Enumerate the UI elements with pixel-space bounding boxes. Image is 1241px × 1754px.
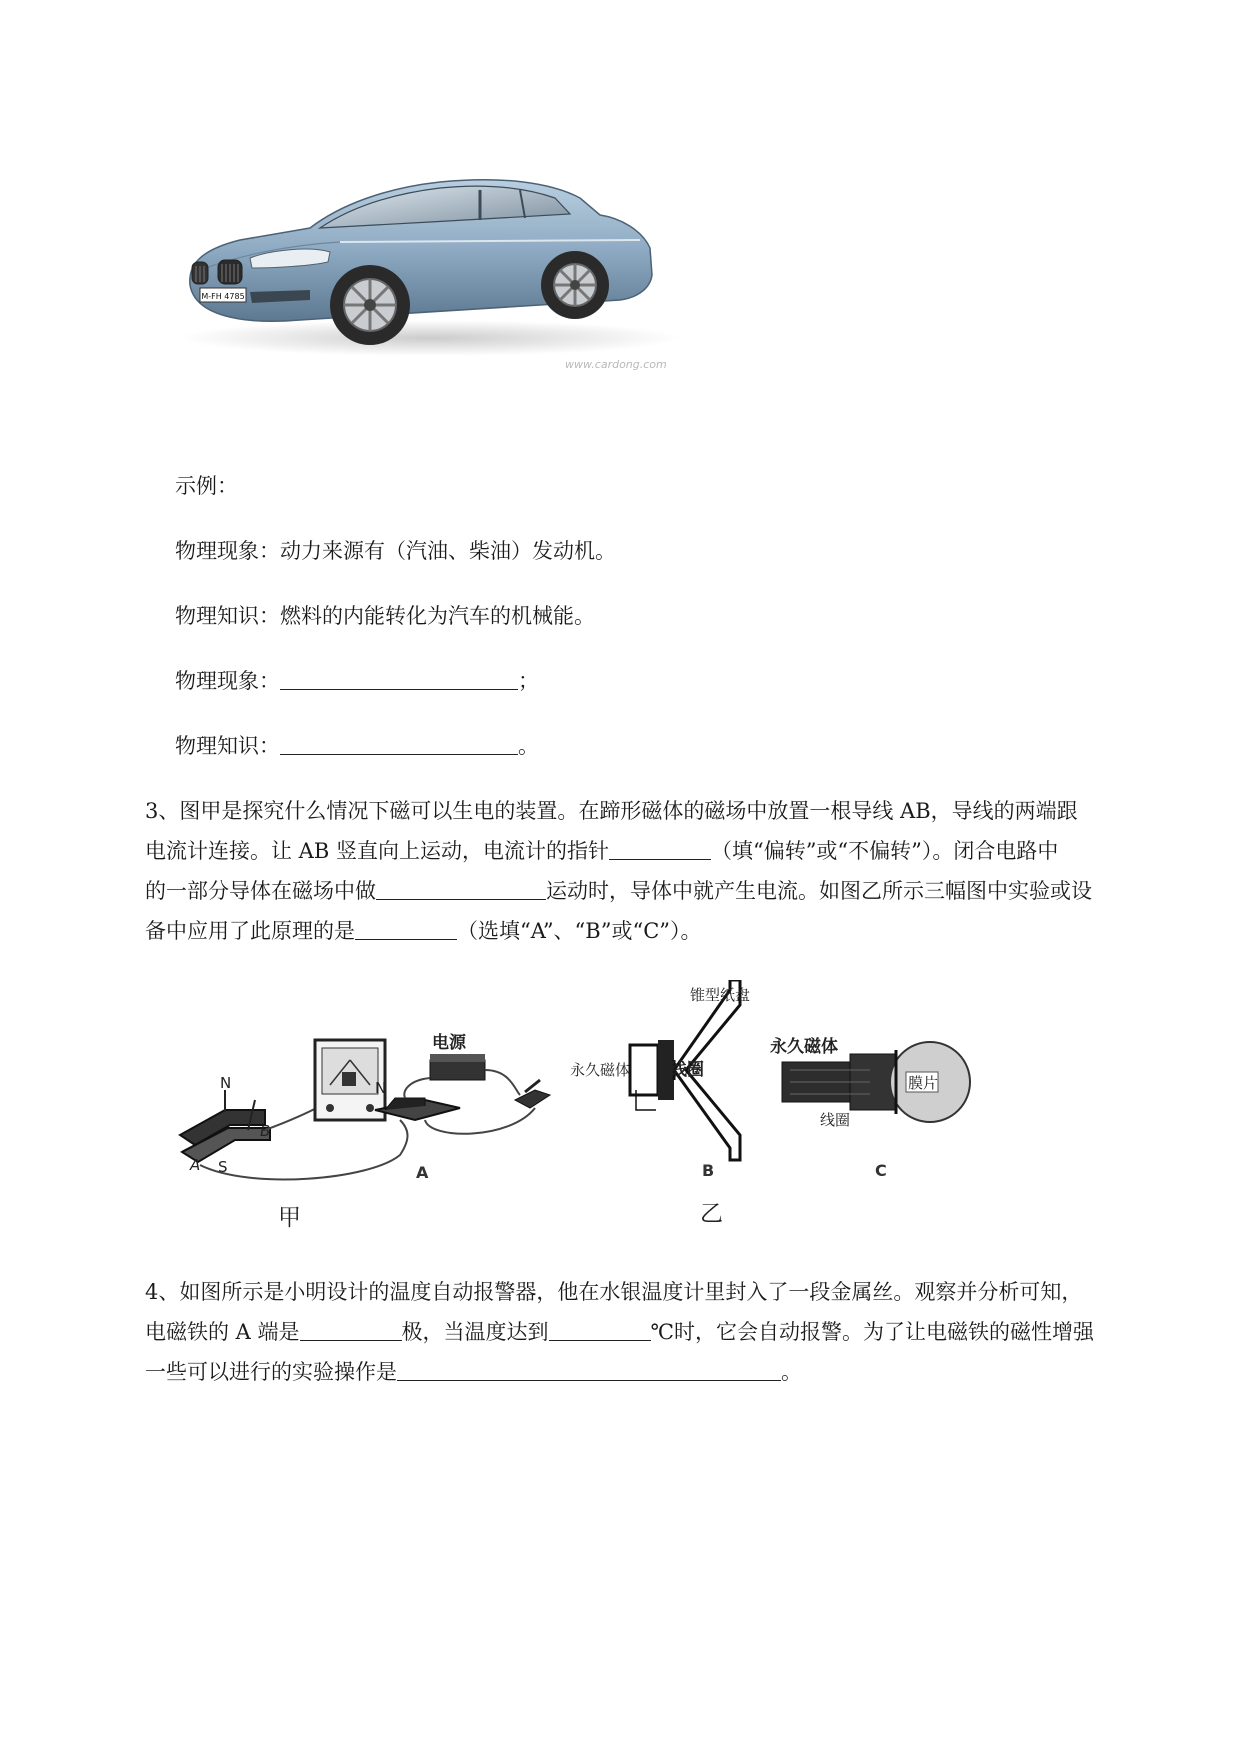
wire-a-label: A — [190, 1156, 201, 1174]
c-film-label: 膜片 — [908, 1074, 939, 1092]
phenomenon-prompt-line — [175, 666, 539, 696]
q3-line-3 — [145, 876, 1092, 906]
knowledge-prompt: 物理知识： — [175, 734, 280, 758]
pointer-deflect-blank[interactable] — [609, 837, 711, 860]
label-b: B — [702, 1161, 715, 1180]
q3-line-1: 3、图甲是探究什么情况下磁可以生电的装置。在蹄形磁体的磁场中放置一根导线 AB，导线的两端跟 — [145, 799, 1078, 823]
figure-b — [570, 980, 750, 1227]
motion-type-blank[interactable] — [376, 877, 546, 900]
q4-line-2-mid: 极，当温度达到 — [401, 1320, 549, 1344]
knowledge-example: 物理知识：燃料的内能转化为汽车的机械能。 — [175, 604, 595, 628]
q3-line-2 — [145, 836, 1058, 866]
principle-choice-blank[interactable] — [355, 917, 457, 940]
phenomenon-prompt: 物理现象： — [175, 669, 280, 693]
q3-line-2-end: （填“偏转”或“不偏转”）。闭合电路中 — [710, 839, 1059, 863]
figure-jia — [180, 1040, 408, 1231]
figure-c — [770, 1036, 970, 1180]
label-c: C — [875, 1161, 887, 1180]
cone-paper-label: 锥型纸盘 — [690, 986, 751, 1004]
wire-b-label: B — [260, 1122, 271, 1140]
knowledge-prompt-line — [175, 731, 539, 761]
q3-line-2-start: 电流计连接。让 AB 竖直向上运动，电流计的指针 — [145, 839, 609, 863]
phenomenon-answer-blank[interactable] — [280, 667, 518, 690]
caption-jia: 甲 — [278, 1205, 301, 1231]
q4-line-3-end: 。 — [781, 1360, 802, 1384]
license-plate: M-FH 4785 — [201, 292, 245, 301]
c-coil-label: 线圈 — [820, 1111, 851, 1129]
watermark-text: www.cardong.com — [565, 358, 667, 371]
phenomenon-end: ； — [518, 669, 539, 693]
q4-line-3 — [145, 1357, 802, 1387]
c-magnet-label: 永久磁体 — [770, 1037, 838, 1057]
q3-line-4-end: （选填“A”、“B”或“C”）。 — [457, 919, 702, 943]
pole-blank[interactable] — [300, 1318, 402, 1341]
q3-line-4-start: 备中应用了此原理的是 — [145, 919, 355, 943]
b-coil-label: 线圈 — [670, 1060, 704, 1080]
figure-a — [375, 1032, 550, 1182]
operation-blank[interactable] — [397, 1358, 781, 1381]
a-n-label: N — [375, 1079, 387, 1097]
magnet-n-label: N — [220, 1074, 232, 1092]
car-image — [180, 170, 720, 420]
q3-line-4 — [145, 916, 702, 946]
q4-line-2-start: 电磁铁的 A 端是 — [145, 1320, 300, 1344]
q4-line-1: 4、如图所示是小明设计的温度自动报警器，他在水银温度计里封入了一段金属丝。观察并分析可知， — [145, 1280, 1083, 1304]
experiment-figure — [170, 980, 1050, 1240]
q4-line-3-start: 一些可以进行的实验操作是 — [145, 1360, 397, 1384]
label-a: A — [416, 1163, 429, 1182]
example-label: 示例： — [175, 474, 238, 498]
magnet-s-label: S — [218, 1158, 228, 1176]
phenomenon-example: 物理现象：动力来源有（汽油、柴油）发动机。 — [175, 539, 616, 563]
caption-yi: 乙 — [700, 1201, 723, 1227]
q4-line-2-end: ℃时，它会自动报警。为了让电磁铁的磁性增强 — [650, 1320, 1095, 1344]
knowledge-answer-blank[interactable] — [280, 732, 518, 755]
q3-line-3-start: 的一部分导体在磁场中做 — [145, 879, 376, 903]
power-source-label: 电源 — [432, 1033, 466, 1053]
knowledge-end: 。 — [518, 734, 539, 758]
q3-line-3-end: 运动时，导体中就产生电流。如图乙所示三幅图中实验或设 — [546, 879, 1092, 903]
b-magnet-label: 永久磁体 — [570, 1061, 631, 1079]
q4-line-2 — [145, 1317, 1094, 1347]
temperature-blank[interactable] — [549, 1318, 651, 1341]
